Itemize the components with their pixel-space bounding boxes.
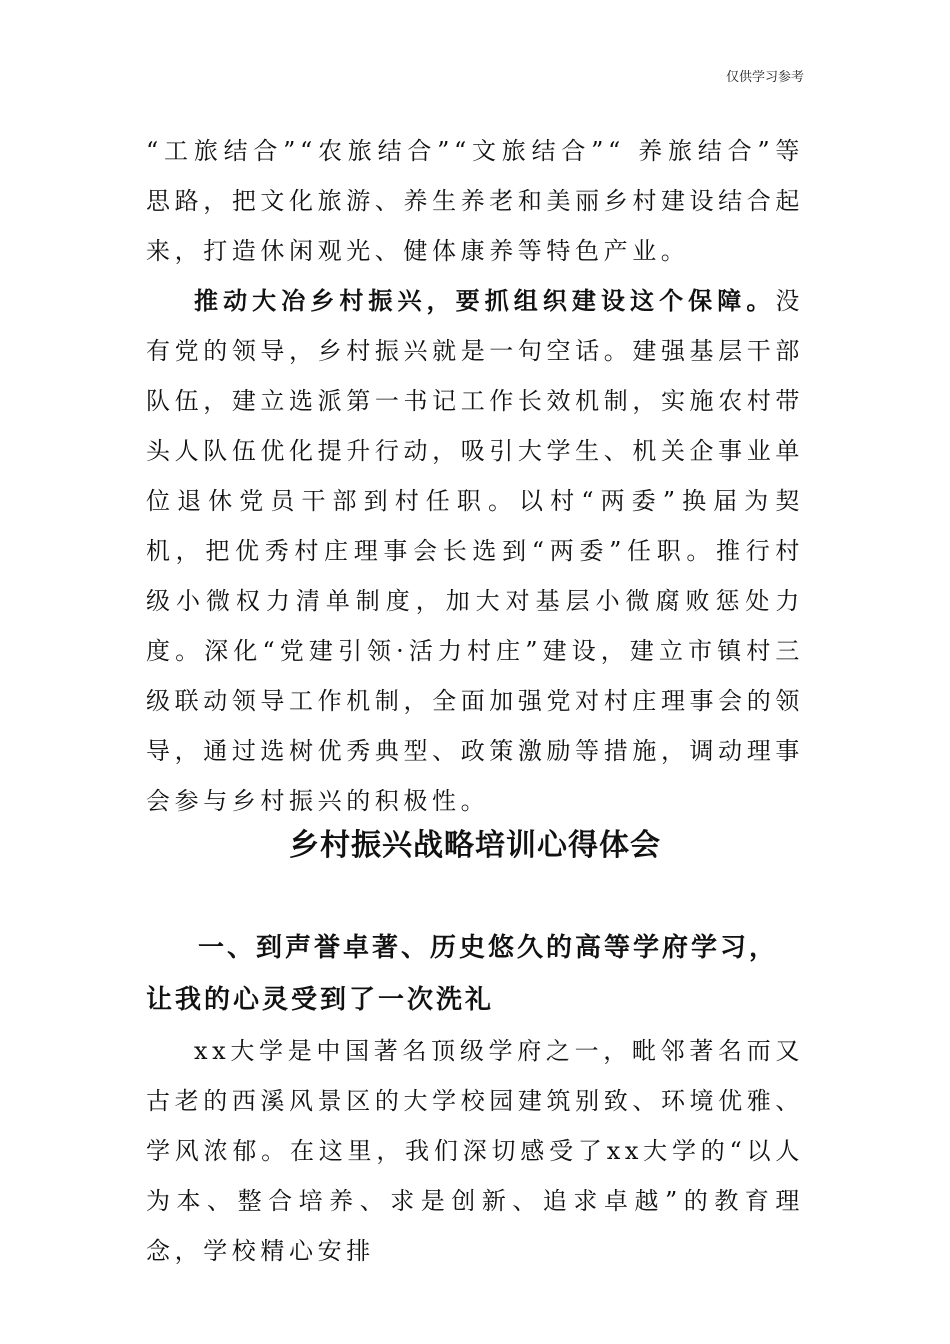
header-note: 仅供学习参考 <box>725 70 804 85</box>
article-title: 乡村振兴战略培训心得体会 <box>289 828 661 863</box>
paragraph-2-body: 没有党的领导，乡村振兴就是一句空话。建强基层干部队伍，建立选派第一书记工作长效机制，实施农村带头人队伍优化提升行动，吸引大学生、机关企事业单位退休党员干部到村任职。以村“两委”换届为契机，把优秀村庄理事会长选到“两委”任职。推行村级小微权力清单制度，加大对基层小微腐败惩处力度。深化“党建引领·活力村庄”建设，建立市镇村三级联动领导工作机制，全面加强党对村庄理事会的领导，通过选树优秀典型、政策激励等措施，调动理事会参与乡村振兴的积极性。 <box>146 287 804 815</box>
paragraph-2 <box>146 276 804 826</box>
section-1-heading: 一、到声誉卓著、历史悠久的高等学府学习，让我的心灵受到了一次洗礼 <box>146 933 779 1015</box>
body-text <box>146 126 804 826</box>
section-1 <box>146 922 804 1276</box>
paragraph-2-lead: 推动大冶乡村振兴，要抓组织建设这个保障。 <box>194 286 776 315</box>
paragraph-1: “工旅结合”“农旅结合”“文旅结合”“ 养旅结合”等思路，把文化旅游、养生养老和美丽乡村建设结合起来，打造休闲观光、健体康养等特色产业。 <box>146 137 804 265</box>
section-1-body: xx大学是中国著名顶级学府之一，毗邻著名而又古老的西溪风景区的大学校园建筑别致、环境优雅、学风浓郁。在这里，我们深切感受了xx大学的“以人为本、整合培养、求是创新、追求卓越”的教育理念，学校精心安排 <box>146 1037 804 1265</box>
